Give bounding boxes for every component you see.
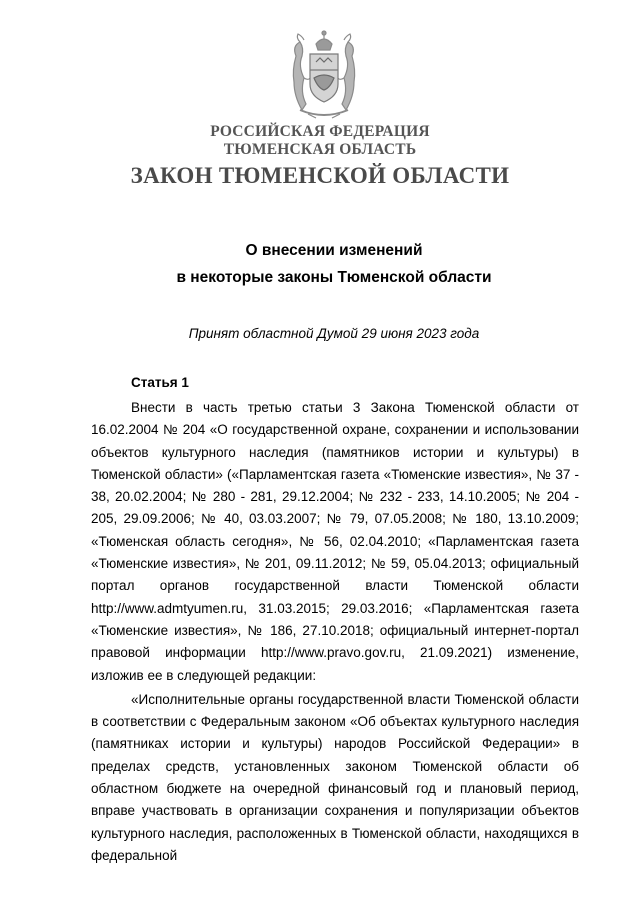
article-paragraph: «Исполнительные органы государственной власти Тюменской области в соответствии с Федеральным законом «Об объектах культурного наследия (памятниках истории и культуры) народов Российской Федерации» в пределах средств, установленных законом Тюменской области об областном бюджете на очередной финансовый год и плановый период, вправе участвовать в организации сохранения и популяризации объектов культурного наследия, расположенных в Тюменской области, находящихся в федеральной: [91, 691, 579, 863]
law-heading: ЗАКОН ТЮМЕНСКОЙ ОБЛАСТИ: [130, 163, 510, 188]
header-region: ТЮМЕНСКАЯ ОБЛАСТЬ: [223, 141, 417, 158]
adoption-note: Принят областной Думой 29 июня 2023 года: [188, 326, 480, 341]
coat-of-arms-icon: [286, 26, 362, 124]
article-body: [91, 397, 579, 867]
document-title-line-1: О внесении изменений: [245, 242, 423, 259]
document-title-line-2: в некоторые законы Тюменской области: [176, 269, 492, 286]
article-paragraph: Внести в часть третью статьи 3 Закона Тюменской области от 16.02.2004 № 204 «О государственной охране, сохранении и использовании объектов культурного наследия (памятников истории и культуры) в Тюменской области» («Парламентская газета «Тюменские известия», № 37 - 38, 20.02.2004; № 280 - 281, 29.12.2004; № 232 - 233, 14.10.2005; № 204 - 205, 29.09.2006; № 40, 03.03.2007; № 79, 07.05.2008; № 180, 13.10.2009; «Тюменская область сегодня», № 56, 02.04.2010; «Парламентская газета «Тюменские известия», № 201, 09.11.2012; № 59, 05.04.2013; официальный портал органов государственной власти Тюменской области http://www.admtyumen.ru, 31.03.2015; 29.03.2016; «Парламентская газета «Тюменские известия», № 186, 27.10.2018; официальный интернет-портал правовой информации http://www.pravo.gov.ru, 21.09.2021) изменение, изложив ее в следующей редакции:: [91, 400, 579, 683]
header-federation: РОССИЙСКАЯ ФЕДЕРАЦИЯ: [210, 123, 430, 140]
article-heading: Статья 1: [131, 375, 189, 390]
